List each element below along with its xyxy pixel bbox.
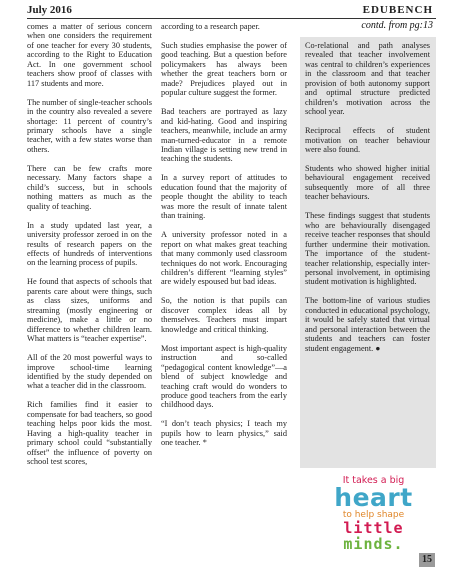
ad-line: to help shape bbox=[342, 510, 405, 520]
paragraph: So, the notion is that pupils can discover complex ideas all by themselves. Teachers must impart knowledge and critical thinking. bbox=[161, 296, 287, 334]
sidebar-column bbox=[300, 37, 436, 468]
ad-heart-word: heart bbox=[334, 483, 413, 512]
paragraph: There can be few crafts more necessary. Many factors shape a child’s success, but in schools nothing matters as much as the quality of teaching. bbox=[27, 163, 152, 211]
paragraph: He found that aspects of schools that parents care about were things, such as class sizes, uniforms and streaming (mostly engineering or medicine), make a little or no difference to whether children learn. What matters is “teacher expertise”. bbox=[27, 277, 152, 344]
paragraph: The number of single-teacher schools in the country also revealed a severe shortage: 11 percent of country’s primary schools have a single teacher, with a few states worse than others. bbox=[27, 97, 152, 154]
paragraph: These findings suggest that students who are behaviourally disengaged receive teacher responses that should further undermine their motivation. The importance of the student-teacher relationship, especially inter-personal involvement, in optimising student motivation is highlighted. bbox=[305, 211, 430, 287]
issue-date: July 2016 bbox=[27, 4, 72, 16]
paragraph: Students who showed higher initial behavioural engagement received subsequently more of all three teacher behaviours. bbox=[305, 163, 430, 202]
paragraph: according to a research paper. bbox=[161, 22, 260, 31]
paragraph: The bottom-line of various studies conducted in educational psychology, it would be safely stated that virtual and personal interaction between the students and teachers can foster student engagement. ● bbox=[305, 296, 430, 353]
paragraph: Rich families find it easier to compensate for bad teachers, so good teaching helps poor kids the most. Having a high-quality teacher in primary school could “substantially offset” the influence of poverty on school test scores, bbox=[27, 400, 152, 467]
paragraph: All of the 20 most powerful ways to improve school-time learning identified by the study depended on what a teacher did in the classroom. bbox=[27, 353, 152, 391]
ad-little-word: little bbox=[343, 519, 404, 537]
ad-line: It takes a big bbox=[342, 475, 405, 486]
paragraph: comes a matter of serious concern when one considers the requirement of one teacher for every 30 students, according to the Right to Education Act. In one government school teachers show proof of classes with 117 students and more. bbox=[27, 22, 152, 88]
publication-name: EDUBENCH bbox=[362, 4, 433, 16]
paragraph: “I don’t teach physics; I teach my pupils how to learn physics,” said one teacher. * bbox=[161, 419, 287, 448]
paragraph: Most important aspect is high-quality instruction and so-called “pedagogical content knowledge”—a blend of subject knowledge and teaching craft would do wonders to produce good teachers from the early childhood days. bbox=[161, 343, 287, 410]
continued-note: contd. from pg:13 bbox=[361, 20, 433, 31]
paragraph: Such studies emphasise the power of good teaching. But a question before policymakers has always been whether the great teachers born or made? Prejudices played out in popular culture suggest the former. bbox=[161, 40, 287, 98]
heart-advertisement bbox=[323, 473, 424, 553]
header-rule bbox=[27, 18, 436, 19]
paragraph: Bad teachers are portrayed as lazy and kid-hating. Good and inspiring teachers, meanwhile, include an army man-turned-educator in a remote Indian village is setting new trend in teaching the students. bbox=[161, 107, 287, 164]
article-column-1 bbox=[27, 22, 152, 476]
page-number: 15 bbox=[419, 553, 435, 567]
article-column-2 bbox=[161, 22, 287, 457]
ad-minds-word: minds. bbox=[343, 535, 404, 553]
paragraph: Reciprocal effects of student motivation on teacher behaviour were also found. bbox=[305, 126, 430, 155]
paragraph: In a study updated last year, a university professor zeroed in on the results of research papers on the effects of hundreds of interventions on the learning process of pupils. bbox=[27, 220, 152, 268]
paragraph: In a survey report of attitudes to education found that the majority of people thought the ability to teach was more the result of innate talent than training. bbox=[161, 173, 287, 221]
paragraph: A university professor noted in a report on what makes great teaching that many commonly used classroom techniques do not work. Encouraging children’s different “learning styles” are widely espoused but bad ideas. bbox=[161, 230, 287, 287]
paragraph: Co-relational and path analyses revealed that teacher involvement was central to children’s experiences in the classroom and that teacher provision of both autonomy support and optimal structure predicted children’s motivation across the school year. bbox=[305, 41, 430, 117]
